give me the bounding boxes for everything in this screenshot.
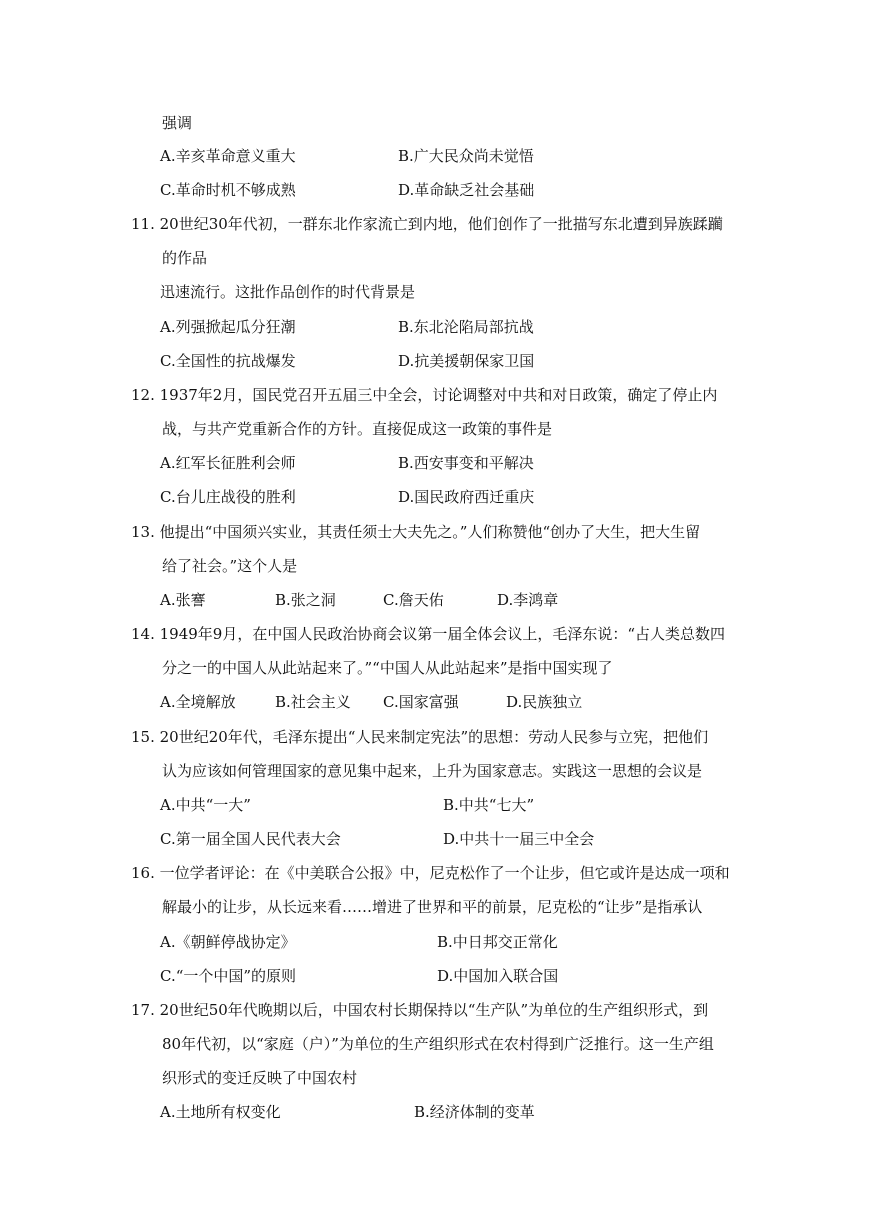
option-a: A.中共“一大” (160, 796, 251, 814)
option-d: D.抗美援朝保家卫国 (398, 352, 535, 370)
option-a: A.红军长征胜利会师 (160, 454, 296, 472)
option-a: A.张謇 (160, 591, 206, 609)
option-a: A.辛亥革命意义重大 (160, 147, 296, 165)
question-16-cont: 解最小的让步，从长远来看……增进了世界和平的前景，尼克松的“让步”是指承认 (162, 898, 703, 916)
option-c: C.全国性的抗战爆发 (160, 352, 296, 370)
option-d: D.中共十一届三中全会 (443, 830, 595, 848)
question-16: 16. 一位学者评论：在《中美联合公报》中，尼克松作了一个让步，但它或许是达成一项和 (131, 864, 730, 882)
option-d: D.国民政府西迁重庆 (398, 488, 535, 506)
option-c: C.台儿庄战役的胜利 (160, 488, 296, 506)
option-c: C.詹天佑 (383, 591, 444, 609)
question-17: 17. 20世纪50年代晚期以后，中国农村长期保持以“生产队”为单位的生产组织形式，到 (131, 1001, 709, 1019)
question-17-cont: 80年代初，以“家庭（户）”为单位的生产组织形式在农村得到广泛推行。这一生产组 (162, 1035, 714, 1053)
question-15: 15. 20世纪20年代，毛泽东提出“人民来制定宪法”的思想：劳动人民参与立宪，把他们 (131, 728, 709, 746)
question-12: 12. 1937年2月，国民党召开五届三中全会，讨论调整对中共和对日政策，确定了停止内 (131, 386, 718, 404)
question-11: 11. 20世纪30年代初，一群东北作家流亡到内地，他们创作了一批描写东北遭到异族蹂躏 (131, 215, 723, 233)
option-b: B.经济体制的变革 (414, 1103, 535, 1121)
option-c: C.国家富强 (383, 693, 459, 711)
option-d: D.革命缺乏社会基础 (398, 181, 535, 199)
option-d: D.民族独立 (506, 693, 583, 711)
option-b: B.西安事变和平解决 (398, 454, 534, 472)
option-b: B.广大民众尚未觉悟 (398, 147, 534, 165)
text-line: 强调 (162, 114, 193, 132)
question-11-cont: 迅速流行。这批作品创作的时代背景是 (160, 283, 416, 301)
option-c: C.第一届全国人民代表大会 (160, 830, 341, 848)
option-a: A.《朝鲜停战协定》 (160, 933, 296, 951)
option-b: B.张之洞 (275, 591, 336, 609)
question-15-cont: 认为应该如何管理国家的意见集中起来，上升为国家意志。实践这一思想的会议是 (162, 762, 703, 780)
option-a: A.土地所有权变化 (160, 1103, 281, 1121)
question-17-cont: 织形式的变迁反映了中国农村 (162, 1069, 358, 1087)
option-b: B.中共“七大” (443, 796, 535, 814)
option-d: D.中国加入联合国 (437, 967, 559, 985)
option-a: A.列强掀起瓜分狂潮 (160, 318, 296, 336)
question-13: 13. 他提出“中国须兴实业，其责任须士大夫先之。”人们称赞他“创办了大生，把大生留 (131, 523, 701, 541)
option-c: C.革命时机不够成熟 (160, 181, 296, 199)
option-a: A.全境解放 (160, 693, 236, 711)
question-12-cont: 战，与共产党重新合作的方针。直接促成这一政策的事件是 (162, 420, 553, 438)
question-14-cont: 分之一的中国人从此站起来了。”“中国人从此站起来”是指中国实现了 (162, 659, 613, 677)
question-13-cont: 给了社会。”这个人是 (162, 557, 298, 575)
question-14: 14. 1949年9月，在中国人民政治协商会议第一届全体会议上，毛泽东说：“占人类总数四 (131, 625, 726, 643)
option-c: C.“一个中国”的原则 (160, 967, 297, 985)
question-11-cont: 的作品 (162, 249, 208, 267)
option-b: B.东北沦陷局部抗战 (398, 318, 534, 336)
option-b: B.社会主义 (275, 693, 351, 711)
option-d: D.李鸿章 (497, 591, 559, 609)
option-b: B.中日邦交正常化 (437, 933, 558, 951)
